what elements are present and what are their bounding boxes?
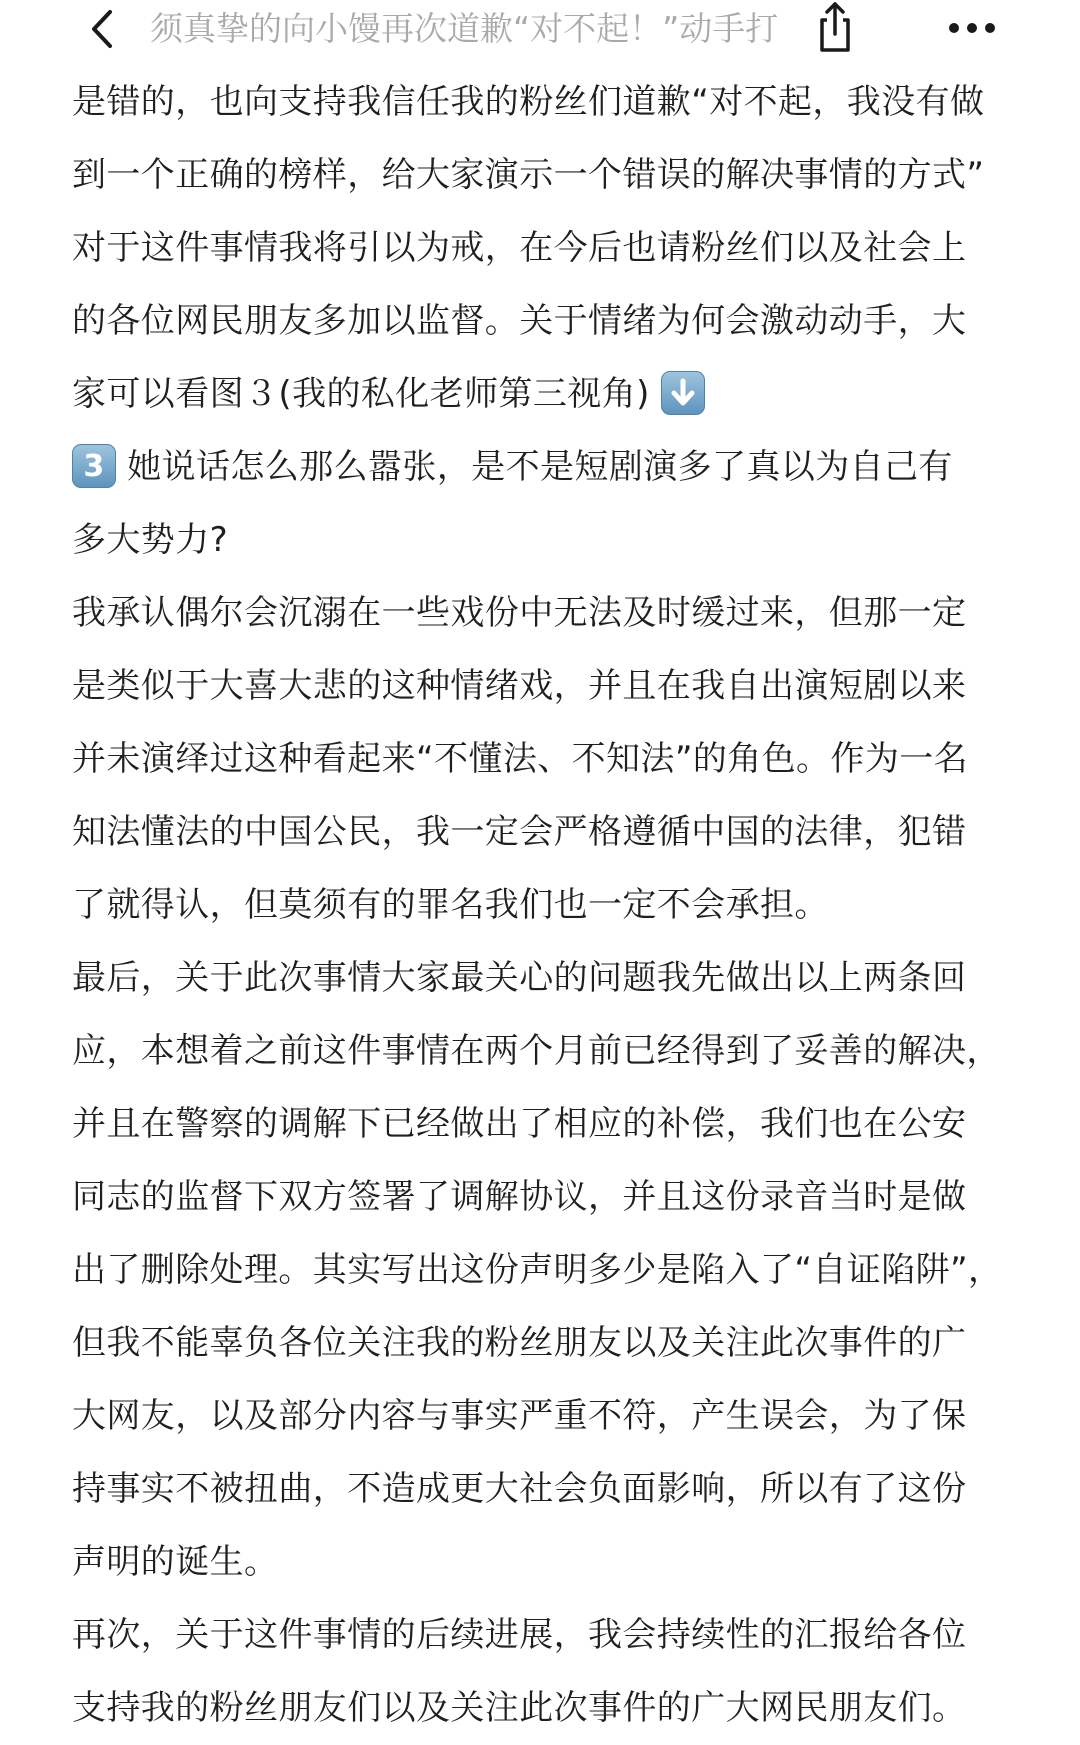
text-line: 我承认偶尔会沉溺在一些戏份中无法及时缓过来，但那一定 xyxy=(72,593,967,633)
more-horizontal-icon xyxy=(944,33,1000,52)
page-title: 须真挚的向小馒再次道歉“对不起！”动手打 xyxy=(150,9,779,48)
text-line: 多大势力? xyxy=(72,520,229,560)
text-line: 并未演绎过这种看起来“不懂法、不知法”的角色。作为一名 xyxy=(72,739,969,779)
text-line-with-arrow xyxy=(72,358,1012,431)
share-button[interactable] xyxy=(805,0,865,56)
text-line: 应，本想着之前这件事情在两个月前已经得到了妥善的解决， xyxy=(72,1031,1001,1071)
text-segment: 家可以看图３(我的私化老师第三视角) xyxy=(72,374,650,414)
text-segment: 她说话怎么那么嚣张，是不是短剧演多了真以为自己有 xyxy=(127,447,953,487)
text-line: 了就得认，但莫须有的罪名我们也一定不会承担。 xyxy=(72,885,829,925)
text-line: 但我不能辜负各位关注我的粉丝朋友以及关注此次事件的广 xyxy=(72,1323,967,1363)
text-line: 是错的，也向支持我信任我的粉丝们道歉“对不起，我没有做 xyxy=(72,82,985,122)
text-line: 声明的诞生。 xyxy=(72,1542,279,1582)
text-line: 支持我的粉丝朋友们以及关注此次事件的广大网民朋友们。 xyxy=(72,1688,967,1728)
top-navigation-bar xyxy=(0,0,1080,58)
text-line: 出了删除处理。其实写出这份声明多少是陷入了“自证陷阱”， xyxy=(72,1250,1003,1290)
text-line: 持事实不被扭曲，不造成更大社会负面影响，所以有了这份 xyxy=(72,1469,967,1509)
text-line: 是类似于大喜大悲的这种情绪戏，并且在我自出演短剧以来 xyxy=(72,666,967,706)
text-line: 对于这件事情我将引以为戒，在今后也请粉丝们以及社会上 xyxy=(72,228,967,268)
text-line: 到一个正确的榜样，给大家演示一个错误的解决事情的方式” xyxy=(72,155,985,195)
text-line: 的各位网民朋友多加以监督。关于情绪为何会激动动手，大 xyxy=(72,301,967,341)
text-line: 再次，关于这件事情的后续进展，我会持续性的汇报给各位 xyxy=(72,1615,967,1655)
back-button[interactable] xyxy=(78,4,130,54)
more-button[interactable] xyxy=(944,8,1000,48)
text-line: 并且在警察的调解下已经做出了相应的补偿，我们也在公安 xyxy=(72,1104,967,1144)
text-line: 知法懂法的中国公民，我一定会严格遵循中国的法律，犯错 xyxy=(72,812,967,852)
share-icon xyxy=(805,41,865,60)
text-line: 大网友，以及部分内容与事实严重不符，产生误会，为了保 xyxy=(72,1396,967,1436)
down-arrow-button-icon xyxy=(661,371,705,415)
text-line-with-number xyxy=(72,431,1012,504)
text-line: 同志的监督下双方签署了调解协议，并且这份录音当时是做 xyxy=(72,1177,967,1217)
chevron-left-icon xyxy=(78,4,130,54)
text-line: 最后，关于此次事情大家最关心的问题我先做出以上两条回 xyxy=(72,958,967,998)
keycap-3-icon: 3 xyxy=(72,444,116,488)
article-body xyxy=(72,66,1012,1745)
